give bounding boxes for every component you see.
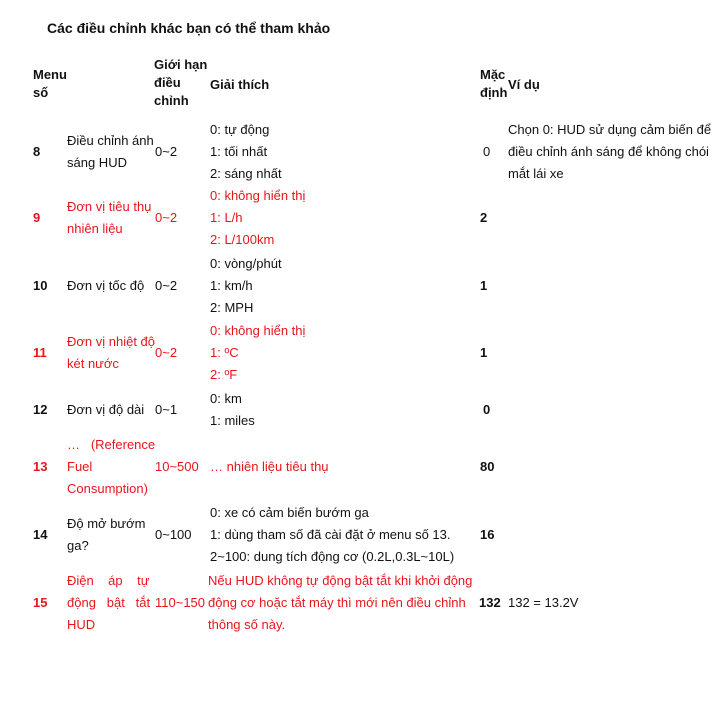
row-10-explain-line: 1: km/h bbox=[210, 278, 253, 293]
row-14-explain bbox=[210, 502, 454, 568]
row-12-number: 12 bbox=[33, 402, 48, 417]
row-13-name-line: Consumption) bbox=[67, 481, 148, 496]
row-15-number: 15 bbox=[33, 595, 48, 610]
row-15-explain-line: thông số này. bbox=[208, 617, 286, 632]
row-14-explain-line: 1: dùng tham số đã cài đặt ở menu số 13. bbox=[210, 527, 451, 542]
header-menu-no bbox=[33, 66, 67, 102]
row-14-explain-line: 2~100: dung tích động cơ (0.2L,0.3L~10L) bbox=[210, 549, 455, 564]
row-12-range: 0~1 bbox=[155, 402, 178, 417]
row-12-name: Đơn vị độ dài bbox=[67, 402, 145, 417]
row-9-explain bbox=[210, 185, 305, 251]
row-14-name bbox=[67, 513, 145, 557]
row-12-explain-line: 0: km bbox=[210, 391, 242, 406]
row-11-name-line: Đơn vị nhiệt độ bbox=[67, 334, 156, 349]
row-12-explain-line: 1: miles bbox=[210, 413, 255, 428]
row-15-name-line: HUD bbox=[67, 617, 96, 632]
row-8-example bbox=[508, 119, 711, 185]
row-8-number: 8 bbox=[33, 144, 41, 159]
header-menu-line2: số bbox=[33, 85, 49, 100]
row-8-explain-line: 0: tự động bbox=[210, 122, 270, 137]
row-14-range: 0~100 bbox=[155, 527, 192, 542]
row-14-name-line: Độ mở bướm bbox=[67, 516, 146, 531]
header-menu-line1: Menu bbox=[33, 67, 67, 82]
row-9-default: 2 bbox=[480, 210, 488, 225]
row-9-explain-line: 1: L/h bbox=[210, 210, 243, 225]
row-9-name bbox=[67, 196, 151, 240]
row-12-default: 0 bbox=[483, 402, 491, 417]
row-10-number: 10 bbox=[33, 278, 48, 293]
row-8-name bbox=[67, 130, 154, 174]
row-9-range: 0~2 bbox=[155, 210, 178, 225]
row-11-range: 0~2 bbox=[155, 345, 178, 360]
header-default-line2: định bbox=[480, 85, 508, 100]
row-14-number: 14 bbox=[33, 527, 48, 542]
row-9-explain-line: 2: L/100km bbox=[210, 232, 275, 247]
row-15-name bbox=[67, 570, 150, 636]
header-range-line1: Giới hạn bbox=[154, 57, 208, 72]
row-11-name bbox=[67, 331, 155, 375]
row-15-explain-line: động cơ hoặc tắt máy thì mới nên điều chỉnh bbox=[208, 595, 466, 610]
row-8-explain-line: 2: sáng nhất bbox=[210, 166, 282, 181]
row-11-explain-line: 1: ºC bbox=[210, 345, 239, 360]
row-8-explain bbox=[210, 119, 282, 185]
row-13-name bbox=[67, 434, 155, 500]
row-15-explain-line: Nếu HUD không tự động bật tắt khi khởi động bbox=[208, 573, 473, 588]
row-8-name-line: Điều chỉnh ánh bbox=[67, 133, 154, 148]
row-8-range: 0~2 bbox=[155, 144, 178, 159]
row-8-default: 0 bbox=[483, 144, 491, 159]
row-8-example-line: Chọn 0: HUD sử dụng cảm biến để bbox=[508, 122, 712, 137]
row-10-explain-line: 2: MPH bbox=[210, 300, 254, 315]
row-14-name-line: ga? bbox=[67, 538, 89, 553]
row-11-default: 1 bbox=[480, 345, 488, 360]
row-13-number: 13 bbox=[33, 459, 48, 474]
row-9-name-line: Đơn vị tiêu thụ bbox=[67, 199, 152, 214]
row-9-explain-line: 0: không hiển thị bbox=[210, 188, 306, 203]
header-default bbox=[480, 66, 507, 102]
row-11-explain-line: 0: không hiển thị bbox=[210, 323, 306, 338]
row-11-number: 11 bbox=[33, 345, 47, 360]
row-13-default: 80 bbox=[480, 459, 495, 474]
row-15-name-line: động bật tắt bbox=[67, 595, 151, 610]
row-14-explain-line: 0: xe có cảm biến bướm ga bbox=[210, 505, 369, 520]
row-13-explain: … nhiên liệu tiêu thụ bbox=[210, 459, 329, 474]
row-13-range: 10~500 bbox=[155, 459, 199, 474]
row-8-example-line: mắt lái xe bbox=[508, 166, 564, 181]
row-15-example: 132 = 13.2V bbox=[508, 595, 579, 610]
row-15-default: 132 bbox=[479, 595, 501, 610]
row-15-range: 110~150 bbox=[155, 595, 206, 610]
row-9-name-line: nhiên liệu bbox=[67, 221, 123, 236]
row-13-name-line: … (Reference bbox=[67, 437, 156, 452]
header-explain: Giải thích bbox=[210, 77, 270, 92]
row-8-example-line: điều chỉnh ánh sáng để không chói bbox=[508, 144, 709, 159]
header-example: Ví dụ bbox=[508, 77, 540, 92]
row-11-explain bbox=[210, 320, 305, 386]
row-13-name-line: Fuel bbox=[67, 459, 93, 474]
header-default-line1: Mặc bbox=[480, 67, 506, 82]
row-10-name: Đơn vị tốc độ bbox=[67, 278, 145, 293]
row-15-name-line: Điện áp tự bbox=[67, 573, 150, 588]
header-range-line2: điều bbox=[154, 75, 181, 90]
row-12-explain bbox=[210, 388, 255, 432]
row-14-default: 16 bbox=[480, 527, 495, 542]
row-15-explain bbox=[208, 570, 472, 636]
row-9-number: 9 bbox=[33, 210, 41, 225]
row-10-range: 0~2 bbox=[155, 278, 178, 293]
page-title: Các điều chỉnh khác bạn có thể tham khảo bbox=[47, 20, 331, 36]
row-10-explain-line: 0: vòng/phút bbox=[210, 256, 282, 271]
row-8-explain-line: 1: tối nhất bbox=[210, 144, 268, 159]
header-range bbox=[154, 56, 207, 110]
row-10-default: 1 bbox=[480, 278, 488, 293]
row-8-name-line: sáng HUD bbox=[67, 155, 127, 170]
row-10-explain bbox=[210, 253, 282, 319]
row-11-explain-line: 2: ºF bbox=[210, 367, 238, 382]
row-11-name-line: két nước bbox=[67, 356, 119, 371]
header-range-line3: chỉnh bbox=[154, 93, 189, 108]
